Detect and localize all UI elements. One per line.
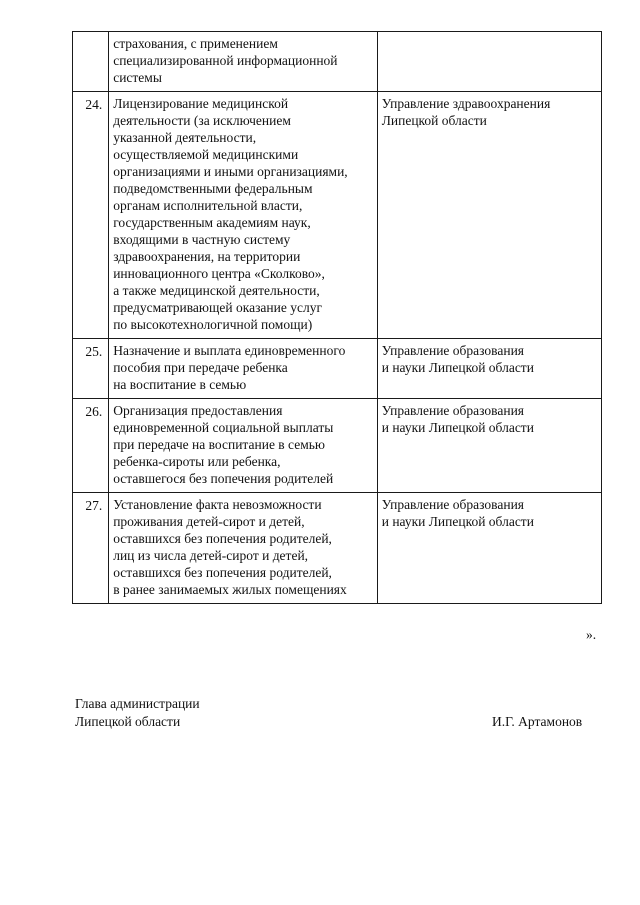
authority-cell	[377, 399, 601, 493]
service-name-line: подведомственными федеральным	[113, 181, 313, 196]
service-name-line: Установление факта невозможности	[113, 497, 322, 512]
signature-position-line2: Липецкой области	[75, 714, 181, 729]
authority-line: Управление образования	[381, 403, 525, 418]
authority-line: и науки Липецкой области	[381, 420, 534, 435]
service-name-line: деятельности (за исключением	[113, 113, 291, 128]
authority-line: Управление образования	[381, 343, 525, 358]
signature-name: И.Г. Артамонов	[492, 714, 583, 729]
service-name-line: проживания детей-сирот и детей,	[113, 514, 305, 529]
service-name-line: оставшихся без попечения родителей,	[113, 531, 332, 546]
signature-position-line1: Глава администрации	[75, 696, 200, 711]
authority-cell	[377, 32, 601, 92]
closing-quote-mark: ».	[586, 627, 597, 642]
service-name-cell	[109, 92, 378, 339]
authority-line: и науки Липецкой области	[381, 514, 534, 529]
service-name-line: лиц из числа детей-сирот и детей,	[113, 548, 309, 563]
service-name-line: органам исполнительной власти,	[113, 198, 303, 213]
service-name-line: ребенка-сироты или ребенка,	[113, 454, 281, 469]
service-name-line: указанной деятельности,	[113, 130, 257, 145]
service-name-line: оставшегося без попечения родителей	[113, 471, 334, 486]
table-row	[73, 493, 602, 604]
service-name-line: Лицензирование медицинской	[113, 96, 289, 111]
table-row	[73, 339, 602, 399]
services-table	[72, 31, 602, 604]
service-name-line: Организация предоставления	[113, 403, 283, 418]
table-row	[73, 32, 602, 92]
row-number: 26.	[73, 399, 109, 493]
service-name-line: системы	[113, 70, 162, 85]
row-number: 24.	[73, 92, 109, 339]
service-name-line: Назначение и выплата единовременного	[113, 343, 346, 358]
service-name-line: единовременной социальной выплаты	[113, 420, 334, 435]
service-name-line: государственным академиям наук,	[113, 215, 311, 230]
row-number: 27.	[73, 493, 109, 604]
row-number	[73, 32, 109, 92]
service-name-cell	[109, 399, 378, 493]
service-name-line: осуществляемой медицинскими	[113, 147, 299, 162]
service-name-line: по высокотехнологичной помощи)	[113, 317, 313, 332]
table-row	[73, 92, 602, 339]
service-name-cell	[109, 493, 378, 604]
service-name-line: организациями и иными организациями,	[113, 164, 348, 179]
service-name-line: страхования, с применением	[113, 36, 278, 51]
authority-line: и науки Липецкой области	[381, 360, 534, 375]
service-name-line: в ранее занимаемых жилых помещениях	[113, 582, 347, 597]
service-name-line: инновационного центра «Сколково»,	[113, 266, 325, 281]
service-name-line: предусматривающей оказание услуг	[113, 300, 322, 315]
service-name-line: пособия при передаче ребенка	[113, 360, 288, 375]
service-name-cell	[109, 32, 378, 92]
service-name-line: а также медицинской деятельности,	[113, 283, 320, 298]
service-name-line: при передаче на воспитание в семью	[113, 437, 325, 452]
authority-line: Управление образования	[381, 497, 525, 512]
authority-cell	[377, 493, 601, 604]
signature-position	[75, 695, 200, 731]
table-row	[73, 399, 602, 493]
service-name-line: входящими в частную систему	[113, 232, 291, 247]
authority-cell	[377, 339, 601, 399]
authority-line: Управление здравоохранения	[381, 96, 551, 111]
service-name-line: специализированной информационной	[113, 53, 338, 68]
service-name-line: здравоохранения, на территории	[113, 249, 301, 264]
services-table-body	[73, 32, 602, 604]
authority-line: Липецкой области	[381, 113, 487, 128]
service-name-line: оставшихся без попечения родителей,	[113, 565, 332, 580]
row-number: 25.	[73, 339, 109, 399]
service-name-line: на воспитание в семью	[113, 377, 247, 392]
service-name-cell	[109, 339, 378, 399]
authority-cell	[377, 92, 601, 339]
